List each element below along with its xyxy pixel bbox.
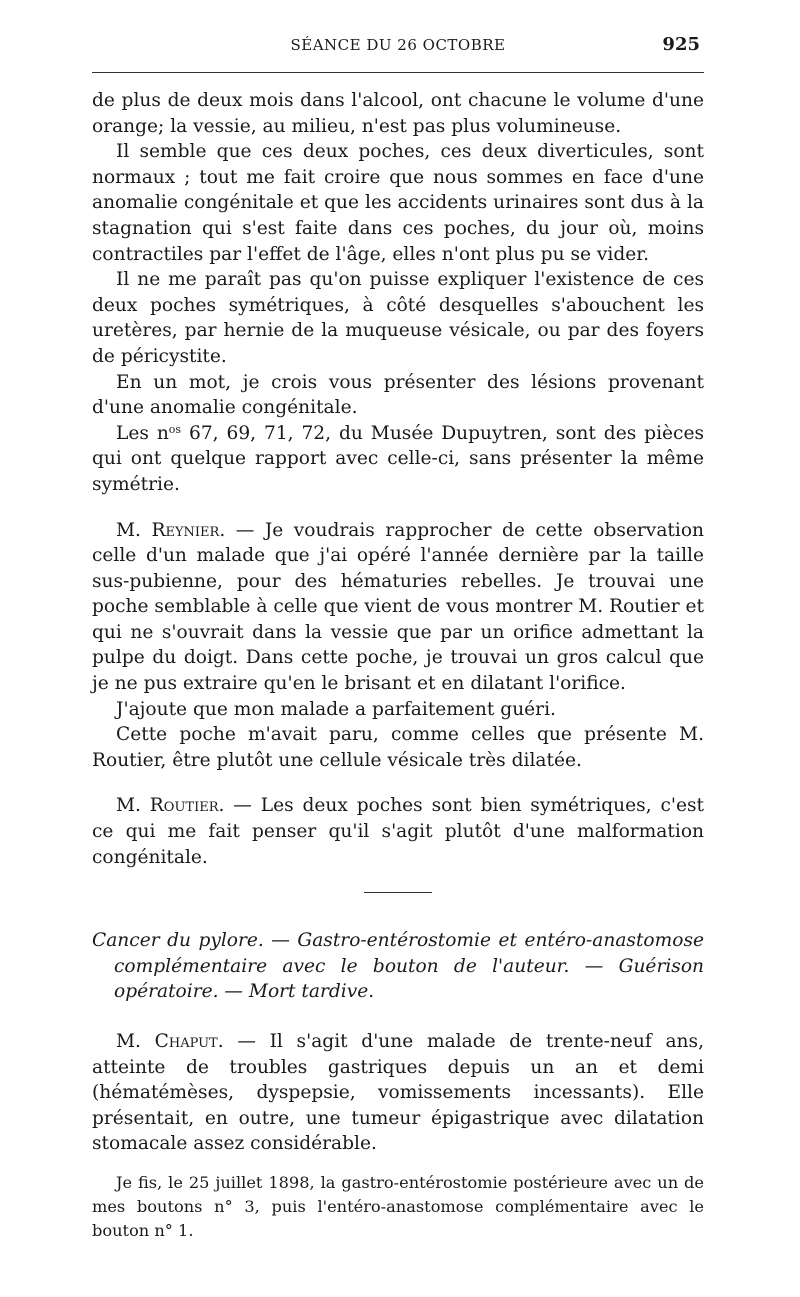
speaker-paragraph bbox=[92, 793, 704, 870]
paragraph-text: 67, 69, 71, 72, du Musée Dupuytren, sont des pièces qui ont quelque rapport avec celle-ci, sans présenter la même symétrie. bbox=[92, 422, 704, 495]
header-rule bbox=[92, 72, 704, 73]
paragraph: de plus de deux mois dans l'alcool, ont chacune le volume d'une orange; la vessie, au milieu, n'est pas plus volumineuse. bbox=[92, 90, 704, 137]
paragraph-text: — Il s'agit d'une malade de trente-neuf ans, atteinte de troubles gastriques depuis un an et demi (hématémèses, dyspepsie, vomissements incessants). Elle présentait, en outre, une tumeur épigastrique avec dilatation stomacale assez considérable. bbox=[92, 1031, 704, 1155]
note-paragraph: Je fis, le 25 juillet 1898, la gastro-entérostomie postérieure avec un de mes boutons n° 3, puis l'entéro-anastomose complémentaire avec le bouton n° 1. bbox=[92, 1172, 704, 1240]
paragraph: En un mot, je crois vous présenter des lésions provenant d'une anomalie congénitale. bbox=[92, 371, 704, 419]
speaker-paragraph bbox=[92, 1029, 704, 1157]
speaker-name: M. Reynier. bbox=[116, 519, 226, 541]
speaker-paragraph bbox=[92, 518, 704, 697]
paragraph: Cette poche m'avait paru, comme celles que présente M. Routier, être plutôt une cellule vésicale très dilatée. bbox=[92, 724, 704, 771]
page-header bbox=[92, 32, 704, 62]
small-print-note bbox=[92, 1171, 704, 1243]
speaker-name: M. Routier. bbox=[116, 795, 225, 817]
running-title: SÉANCE DU 26 OCTOBRE bbox=[290, 36, 506, 54]
section-separator bbox=[364, 892, 432, 893]
body-text bbox=[92, 88, 704, 1243]
paragraph: Il semble que ces deux poches, ces deux diverticules, sont normaux ; tout me fait croire que nous sommes en face d'une anomalie congénitale et que les accidents urinaires sont dus à la stagnation qui s'est faite dans ces poches, du jour où, moins contractiles par l'effet de l'âge, elles n'ont plus pu se vider. bbox=[92, 141, 704, 265]
section-title: Cancer du pylore. — Gastro-entérostomie et entéro-anastomose complémentaire avec le bouton de l'auteur. — Guérison opératoire. — Mort tardive. bbox=[92, 930, 704, 1003]
paragraph: J'ajoute que mon malade a parfaitement guéri. bbox=[116, 698, 556, 720]
paragraph: Il ne me paraît pas qu'on puisse expliquer l'existence de ces deux poches symétriques, à côté desquelles s'abouchent les uretères, par hernie de la muqueuse vésicale, ou par des foyers de péricystite. bbox=[92, 269, 704, 367]
paragraph-text: — Je voudrais rapprocher de cette observation celle d'un malade que j'ai opéré l'année dernière par la taille sus-pubienne, pour des hématuries rebelles. Je trouvai une poche semblable à celle que vient de vous montrer M. Routier et qui ne s'ouvrait dans la vessie que par un orifice admettant la pulpe du doigt. Dans cette poche, je trouvai un gros calcul que je ne pus extraire qu'en le brisant et en dilatant l'orifice. bbox=[92, 519, 704, 695]
page-number: 925 bbox=[662, 34, 700, 55]
paragraph-text: Les n bbox=[116, 422, 169, 444]
paragraph bbox=[92, 421, 704, 498]
paragraph-text: — Les deux poches sont bien symétriques, c'est ce qui me fait penser qu'il s'agit plutôt d'une malformation congénitale. bbox=[92, 795, 705, 868]
speaker-name: M. Chaput. bbox=[116, 1031, 224, 1052]
section-title-block bbox=[92, 928, 704, 1005]
superscript: os bbox=[168, 422, 182, 436]
